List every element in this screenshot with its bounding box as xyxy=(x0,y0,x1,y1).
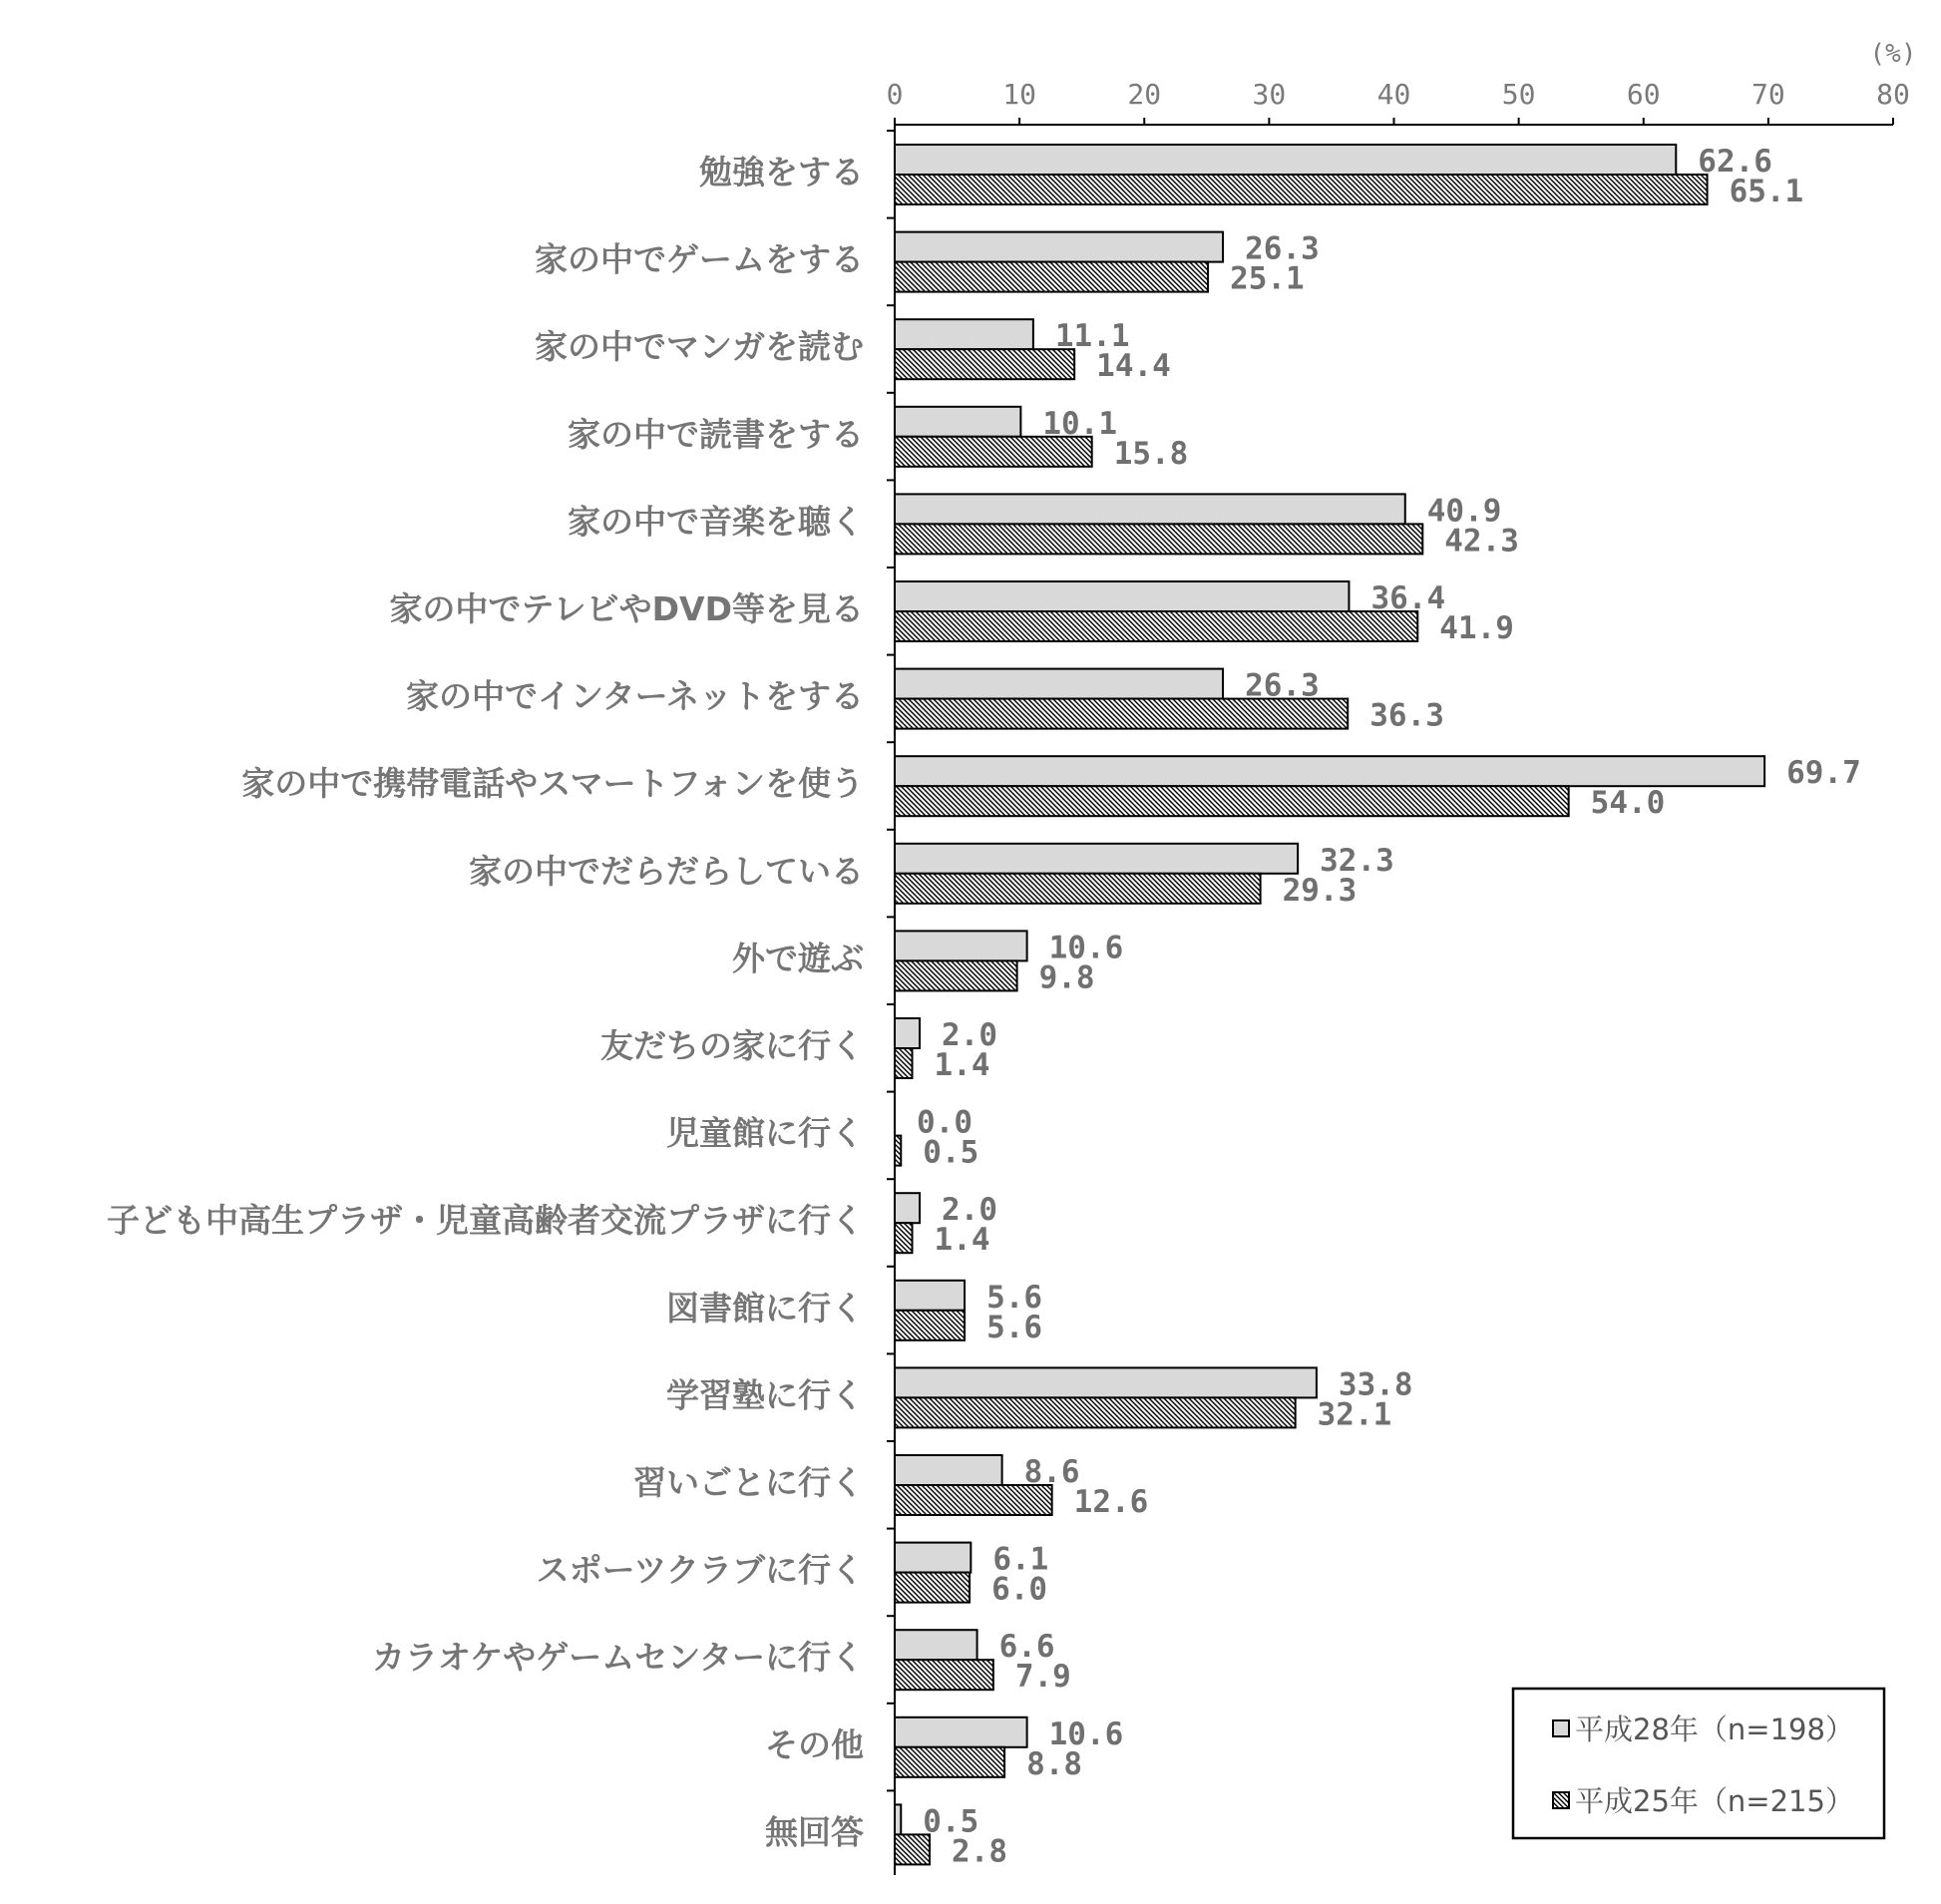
labels-layer xyxy=(107,144,1861,1869)
bar-h25 xyxy=(895,524,1422,554)
category-label: 家の中で音楽を聴く xyxy=(568,502,864,542)
bar-h25 xyxy=(895,874,1261,904)
data-label: 12.6 xyxy=(1073,1484,1149,1520)
category-label: 外で遊ぶ xyxy=(732,939,864,978)
category-label: スポーツクラブに行く xyxy=(536,1550,864,1590)
category-label: 児童館に行く xyxy=(666,1113,864,1153)
bar-h25 xyxy=(895,1136,901,1166)
data-label: 54.0 xyxy=(1590,785,1666,822)
data-label: 5.6 xyxy=(986,1279,1043,1316)
bar-h28 xyxy=(895,669,1223,699)
bar-h28 xyxy=(895,581,1349,611)
bar-h28 xyxy=(895,1630,977,1660)
data-label: 7.9 xyxy=(1014,1659,1071,1696)
x-tick-label: 80 xyxy=(1876,78,1910,111)
bar-h25 xyxy=(895,1397,1296,1427)
data-label: 36.4 xyxy=(1370,580,1446,616)
category-label: 家の中でゲームをする xyxy=(535,239,864,279)
legend xyxy=(1513,1689,1884,1838)
category-label: 子ども中高生プラザ・児童高齢者交流プラザに行く xyxy=(107,1201,864,1241)
bar-h28 xyxy=(895,1367,1317,1397)
bar-h25 xyxy=(895,349,1074,379)
category-label: 家の中でマンガを読む xyxy=(535,327,864,367)
x-tick-label: 40 xyxy=(1376,78,1411,111)
bar-h28 xyxy=(895,1193,920,1223)
category-label: その他 xyxy=(765,1724,864,1764)
data-label: 0.5 xyxy=(923,1803,979,1840)
bar-h28 xyxy=(895,1717,1027,1747)
data-label: 33.8 xyxy=(1338,1366,1413,1403)
bar-h25 xyxy=(895,1573,970,1603)
x-tick-label: 70 xyxy=(1751,78,1785,111)
bar-h28 xyxy=(895,1281,965,1311)
category-label: 習いごとに行く xyxy=(633,1463,864,1502)
bar-h25 xyxy=(895,1048,913,1078)
legend-label-h25: 平成25年（n=215） xyxy=(1575,1784,1854,1818)
data-label: 10.6 xyxy=(1048,930,1124,966)
bar-h28 xyxy=(895,1804,901,1834)
category-label: 家の中でだらだらしている xyxy=(469,851,864,891)
data-label: 42.3 xyxy=(1444,523,1519,560)
bar-h25 xyxy=(895,175,1708,204)
data-label: 0.5 xyxy=(923,1134,979,1171)
data-label: 69.7 xyxy=(1786,755,1861,792)
bar-h28 xyxy=(895,145,1676,175)
bar-h28 xyxy=(895,1018,920,1048)
unit-label: (%) xyxy=(1869,39,1917,69)
data-label: 6.6 xyxy=(998,1629,1055,1666)
bar-h25 xyxy=(895,611,1417,641)
bar-h25 xyxy=(895,262,1208,292)
data-label: 36.3 xyxy=(1369,697,1444,734)
data-label: 9.8 xyxy=(1038,959,1095,996)
bar-h25 xyxy=(895,786,1569,816)
bar-h25 xyxy=(895,1311,965,1340)
legend-swatch-h28 xyxy=(1553,1720,1569,1736)
data-label: 10.6 xyxy=(1048,1715,1124,1752)
x-tick-label: 20 xyxy=(1127,78,1162,111)
data-label: 25.1 xyxy=(1230,260,1305,297)
category-label: 図書館に行く xyxy=(666,1288,864,1328)
data-label: 29.3 xyxy=(1282,872,1358,909)
bar-h28 xyxy=(895,844,1298,874)
bar-h25 xyxy=(895,960,1017,990)
data-label: 6.0 xyxy=(991,1571,1048,1608)
category-label: 家の中でインターネットをする xyxy=(405,676,864,716)
x-tick-label: 10 xyxy=(1002,78,1036,111)
bar-h25 xyxy=(895,1747,1004,1777)
category-label: カラオケやゲームセンターに行く xyxy=(371,1638,864,1678)
data-label: 1.4 xyxy=(934,1222,990,1259)
bar-h28 xyxy=(895,232,1223,262)
bar-h28 xyxy=(895,1455,1002,1485)
data-label: 6.1 xyxy=(992,1541,1049,1578)
x-tick-label: 60 xyxy=(1626,78,1661,111)
data-label: 32.3 xyxy=(1320,842,1394,879)
category-label: 勉強をする xyxy=(699,153,864,191)
data-label: 0.0 xyxy=(917,1104,972,1141)
x-tick-label: 50 xyxy=(1501,78,1536,111)
bar-h25 xyxy=(895,1660,993,1690)
category-label: 無回答 xyxy=(765,1812,864,1852)
data-label: 15.8 xyxy=(1113,435,1189,472)
legend-swatch-h25 xyxy=(1553,1792,1569,1808)
category-label: 家の中でテレビやDVD等を見る xyxy=(389,589,864,628)
x-tick-label: 30 xyxy=(1252,78,1287,111)
bar-h28 xyxy=(895,931,1027,960)
data-label: 62.6 xyxy=(1698,144,1772,180)
data-label: 26.3 xyxy=(1245,230,1320,267)
bar-h28 xyxy=(895,407,1020,437)
category-label: 家の中で読書をする xyxy=(568,414,864,454)
data-label: 8.8 xyxy=(1026,1745,1083,1782)
bar-h28 xyxy=(895,494,1405,524)
data-label: 26.3 xyxy=(1245,667,1320,704)
category-label: 家の中で携帯電話やスマートフォンを使う xyxy=(241,764,864,804)
category-label: 友だちの家に行く xyxy=(600,1026,864,1065)
data-label: 41.9 xyxy=(1439,610,1514,646)
data-label: 5.6 xyxy=(986,1309,1043,1345)
bar-h28 xyxy=(895,756,1764,786)
data-label: 11.1 xyxy=(1054,318,1130,355)
category-label: 学習塾に行く xyxy=(666,1375,864,1415)
data-label: 8.6 xyxy=(1023,1454,1080,1490)
data-label: 2.8 xyxy=(952,1833,1008,1870)
data-label: 10.1 xyxy=(1042,405,1118,442)
x-tick-label: 0 xyxy=(886,78,904,111)
data-label: 40.9 xyxy=(1426,493,1502,530)
data-label: 2.0 xyxy=(942,1192,998,1229)
legend-label-h28: 平成28年（n=198） xyxy=(1575,1713,1854,1746)
data-label: 65.1 xyxy=(1729,174,1804,209)
data-label: 2.0 xyxy=(942,1017,998,1053)
data-label: 14.4 xyxy=(1096,348,1171,385)
data-label: 32.1 xyxy=(1317,1396,1392,1433)
data-label: 1.4 xyxy=(934,1047,990,1083)
bar-h28 xyxy=(895,1543,970,1573)
bar-h28 xyxy=(895,319,1033,349)
bar-h25 xyxy=(895,1223,913,1253)
